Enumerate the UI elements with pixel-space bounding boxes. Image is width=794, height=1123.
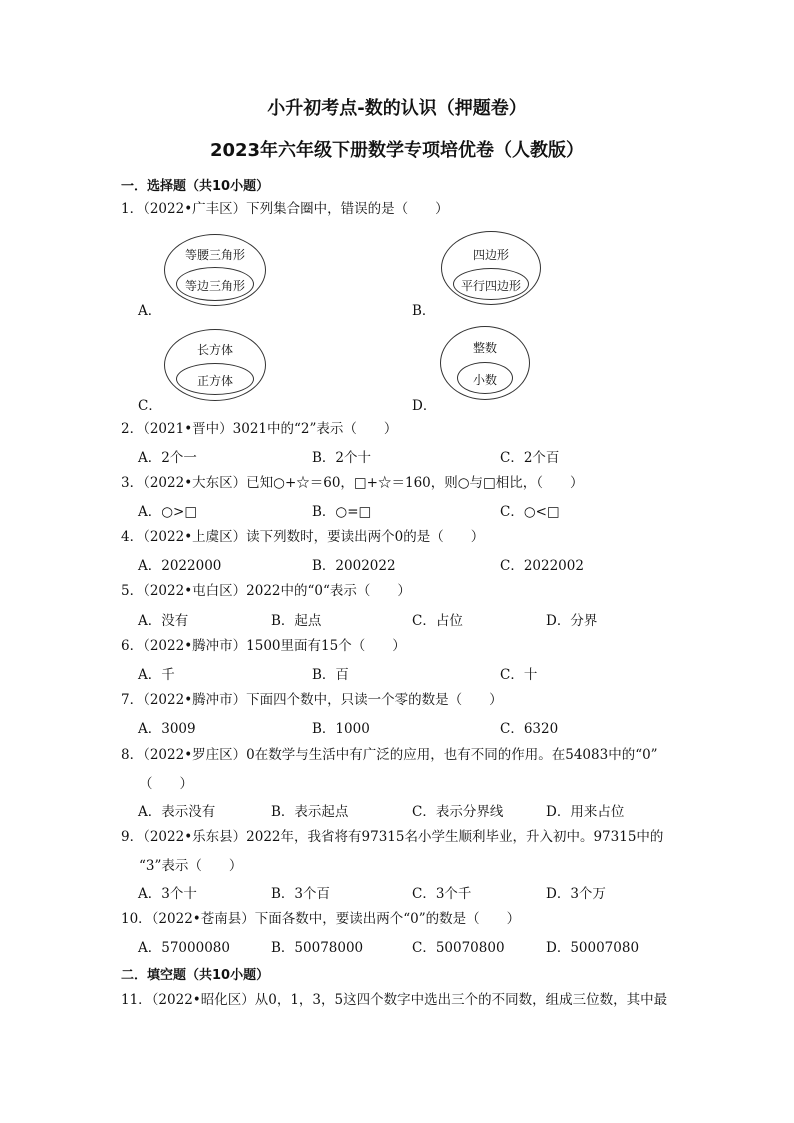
page-title: 小升初考点-数的认识（押题卷） bbox=[267, 98, 527, 119]
q6-option-a: A．千 bbox=[138, 667, 175, 683]
outer-set-label: 长方体 bbox=[196, 343, 233, 357]
q6-option-c: C．十 bbox=[500, 667, 538, 683]
question-5-stem: 5．（2022•屯白区）2022中的“0“表示（ ） bbox=[121, 583, 411, 599]
q8-option-a: A．表示没有 bbox=[138, 804, 216, 820]
q3-option-a: A．○>□ bbox=[138, 504, 198, 520]
q4-option-b: B．2002022 bbox=[312, 558, 396, 574]
section-heading-choice: 一．选择题（共10小题） bbox=[121, 179, 270, 194]
q8-option-b: B．表示起点 bbox=[271, 804, 349, 820]
q1-option-d-letter: D． bbox=[412, 398, 437, 414]
q5-option-b: B．起点 bbox=[271, 613, 322, 629]
q3-option-b: B．○=□ bbox=[312, 504, 372, 520]
question-9-stem-continued: “3”表示（ ） bbox=[139, 858, 243, 874]
outer-set-label: 四边形 bbox=[472, 248, 509, 262]
q1-option-b-diagram bbox=[441, 231, 541, 305]
q9-option-a: A．3个十 bbox=[138, 886, 197, 902]
inner-set-label: 等边三角形 bbox=[184, 279, 245, 293]
q4-option-c: C．2022002 bbox=[500, 558, 584, 574]
q1-option-a-diagram bbox=[164, 234, 266, 306]
outer-set-label: 等腰三角形 bbox=[184, 248, 245, 262]
q5-option-d: D．分界 bbox=[546, 613, 598, 629]
page-subtitle: 2023年六年级下册数学专项培优卷（人教版） bbox=[209, 140, 585, 161]
q5-option-c: C．占位 bbox=[412, 613, 463, 629]
q2-option-b: B．2个十 bbox=[312, 450, 372, 466]
q1-option-c-diagram bbox=[164, 329, 266, 401]
q3-option-c: C．○<□ bbox=[500, 504, 560, 520]
q10-option-a: A．57000080 bbox=[138, 940, 230, 956]
q10-option-c: C．50070800 bbox=[412, 940, 505, 956]
q7-option-b: B．1000 bbox=[312, 721, 370, 737]
q7-option-c: C．6320 bbox=[500, 721, 559, 737]
q9-option-d: D．3个万 bbox=[546, 886, 606, 902]
question-10-stem: 10．（2022•苍南县）下面各数中，要读出两个“0”的数是（ ） bbox=[121, 911, 521, 927]
q8-option-c: C．表示分界线 bbox=[412, 804, 504, 820]
question-3-stem: 3．（2022•大东区）已知○+☆＝60，□+☆＝160，则○与□相比，（ ） bbox=[121, 475, 584, 491]
q5-option-a: A．没有 bbox=[138, 613, 189, 629]
question-4-stem: 4．（2022•上虞区）读下列数时，要读出两个0的是（ ） bbox=[121, 529, 485, 545]
question-8-stem: 8．（2022•罗庄区）0在数学与生活中有广泛的应用，也有不同的作用。在54083中的“0” bbox=[121, 747, 658, 763]
q9-option-c: C．3个千 bbox=[412, 886, 472, 902]
question-6-stem: 6．（2022•腾冲市）1500里面有15个（ ） bbox=[121, 638, 406, 654]
inner-set-label: 正方体 bbox=[196, 374, 233, 388]
q2-option-c: C．2个百 bbox=[500, 450, 560, 466]
question-8-stem-continued: （ ） bbox=[139, 776, 193, 792]
question-11-stem: 11．（2022•昭化区）从0，1，3，5这四个数字中选出三个的不同数，组成三位数，其中最 bbox=[121, 992, 668, 1008]
q10-option-d: D．50007080 bbox=[546, 940, 640, 956]
question-9-stem: 9．（2022•乐东县）2022年，我省将有97315名小学生顺利毕业，升入初中。97315中的 bbox=[121, 829, 664, 845]
q8-option-d: D．用来占位 bbox=[546, 804, 625, 820]
q2-option-a: A．2个一 bbox=[138, 450, 197, 466]
inner-set-label: 小数 bbox=[472, 373, 497, 387]
question-2-stem: 2．（2021•晋中）3021中的“2”表示（ ） bbox=[121, 421, 398, 437]
q4-option-a: A．2022000 bbox=[138, 558, 222, 574]
q1-option-c-letter: C． bbox=[138, 398, 162, 414]
q10-option-b: B．50078000 bbox=[271, 940, 364, 956]
q1-option-d-diagram bbox=[440, 326, 530, 400]
section-heading-fill: 二．填空题（共10小题） bbox=[121, 968, 270, 983]
question-1-stem: 1．（2022•广丰区）下列集合圈中，错误的是（ ） bbox=[121, 201, 449, 217]
q9-option-b: B．3个百 bbox=[271, 886, 331, 902]
q1-option-a-letter: A． bbox=[138, 303, 162, 319]
q6-option-b: B．百 bbox=[312, 667, 349, 683]
outer-set-label: 整数 bbox=[472, 341, 497, 355]
inner-set-label: 平行四边形 bbox=[460, 279, 521, 293]
q7-option-a: A．3009 bbox=[138, 721, 196, 737]
question-7-stem: 7．（2022•腾冲市）下面四个数中，只读一个零的数是（ ） bbox=[121, 692, 503, 708]
q1-option-b-letter: B． bbox=[412, 303, 436, 319]
